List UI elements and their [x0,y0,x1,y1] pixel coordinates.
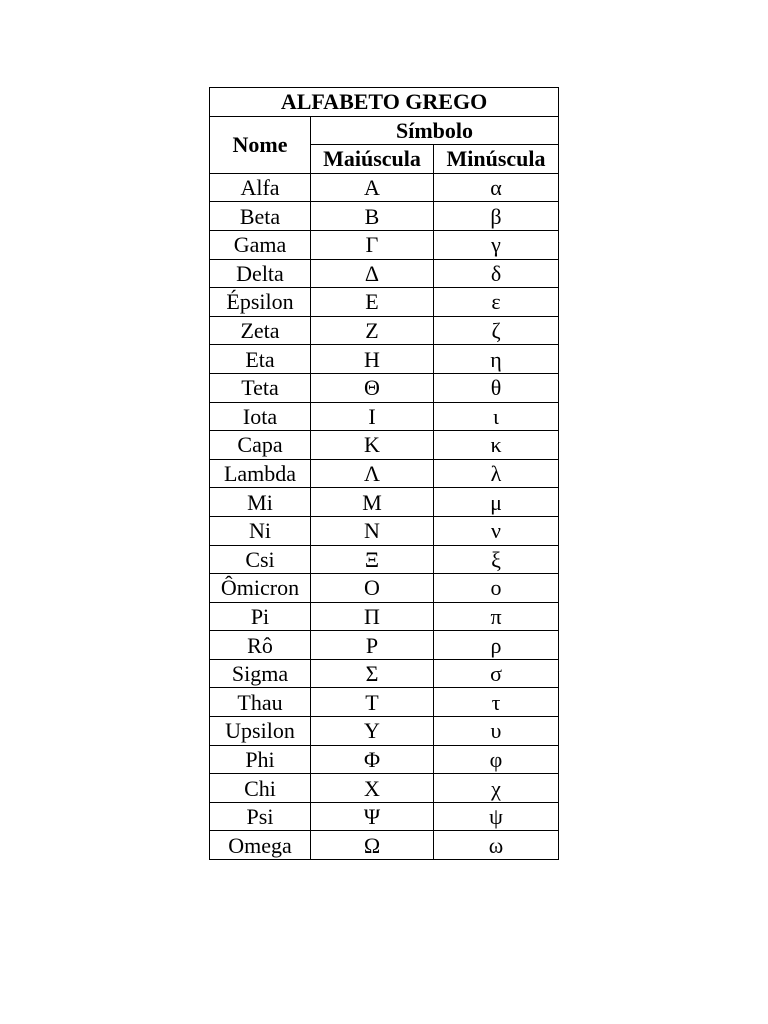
header-symbol: Símbolo [311,116,559,145]
table-row [210,688,559,717]
lowercase-symbol-cell: ο [434,574,559,603]
lowercase-symbol-cell: σ [434,659,559,688]
lowercase-symbol-cell: κ [434,431,559,460]
table-row [210,774,559,803]
letter-name-cell: Zeta [210,316,311,345]
title-row [210,88,559,117]
table-row [210,459,559,488]
lowercase-symbol-cell: λ [434,459,559,488]
letter-name-cell: Beta [210,202,311,231]
table-row [210,345,559,374]
uppercase-symbol-cell: Μ [311,488,434,517]
letter-name-cell: Ômicron [210,574,311,603]
uppercase-symbol-cell: Ι [311,402,434,431]
table-row [210,230,559,259]
uppercase-symbol-cell: Θ [311,373,434,402]
header-name: Nome [210,116,311,173]
uppercase-symbol-cell: Χ [311,774,434,803]
uppercase-symbol-cell: Ξ [311,545,434,574]
uppercase-symbol-cell: Κ [311,431,434,460]
table-row [210,259,559,288]
lowercase-symbol-cell: ρ [434,631,559,660]
table-row [210,545,559,574]
table-row [210,488,559,517]
header-lower: Minúscula [434,145,559,174]
lowercase-symbol-cell: β [434,202,559,231]
uppercase-symbol-cell: Σ [311,659,434,688]
lowercase-symbol-cell: ζ [434,316,559,345]
letter-name-cell: Épsilon [210,288,311,317]
letter-name-cell: Omega [210,831,311,860]
table-row [210,602,559,631]
letter-name-cell: Alfa [210,173,311,202]
uppercase-symbol-cell: Ε [311,288,434,317]
greek-alphabet-table [209,87,559,860]
lowercase-symbol-cell: α [434,173,559,202]
lowercase-symbol-cell: χ [434,774,559,803]
table-row [210,373,559,402]
letter-name-cell: Eta [210,345,311,374]
letter-name-cell: Ni [210,516,311,545]
lowercase-symbol-cell: ξ [434,545,559,574]
table-row [210,717,559,746]
table-row [210,659,559,688]
table-row [210,745,559,774]
lowercase-symbol-cell: ν [434,516,559,545]
lowercase-symbol-cell: δ [434,259,559,288]
lowercase-symbol-cell: ω [434,831,559,860]
table-row [210,631,559,660]
table-row [210,431,559,460]
lowercase-symbol-cell: ε [434,288,559,317]
letter-name-cell: Phi [210,745,311,774]
uppercase-symbol-cell: Ψ [311,802,434,831]
letter-name-cell: Pi [210,602,311,631]
table-row [210,574,559,603]
table-row [210,402,559,431]
letter-name-cell: Gama [210,230,311,259]
uppercase-symbol-cell: Β [311,202,434,231]
table-title: ALFABETO GREGO [210,88,559,117]
uppercase-symbol-cell: Ρ [311,631,434,660]
table-row [210,831,559,860]
letter-name-cell: Iota [210,402,311,431]
letter-name-cell: Thau [210,688,311,717]
lowercase-symbol-cell: η [434,345,559,374]
lowercase-symbol-cell: φ [434,745,559,774]
letter-name-cell: Lambda [210,459,311,488]
uppercase-symbol-cell: Υ [311,717,434,746]
lowercase-symbol-cell: γ [434,230,559,259]
letter-name-cell: Sigma [210,659,311,688]
lowercase-symbol-cell: υ [434,717,559,746]
letter-name-cell: Teta [210,373,311,402]
uppercase-symbol-cell: Τ [311,688,434,717]
letter-name-cell: Upsilon [210,717,311,746]
uppercase-symbol-cell: Ο [311,574,434,603]
table-row [210,173,559,202]
uppercase-symbol-cell: Λ [311,459,434,488]
uppercase-symbol-cell: Π [311,602,434,631]
uppercase-symbol-cell: Α [311,173,434,202]
table-row [210,288,559,317]
letter-name-cell: Delta [210,259,311,288]
table-row [210,316,559,345]
table-body [210,173,559,859]
uppercase-symbol-cell: Δ [311,259,434,288]
uppercase-symbol-cell: Ν [311,516,434,545]
header-upper: Maiúscula [311,145,434,174]
letter-name-cell: Rô [210,631,311,660]
lowercase-symbol-cell: π [434,602,559,631]
header-row-symbol [210,116,559,145]
uppercase-symbol-cell: Φ [311,745,434,774]
table-row [210,202,559,231]
uppercase-symbol-cell: Ζ [311,316,434,345]
lowercase-symbol-cell: μ [434,488,559,517]
table-row [210,802,559,831]
uppercase-symbol-cell: Η [311,345,434,374]
letter-name-cell: Chi [210,774,311,803]
uppercase-symbol-cell: Ω [311,831,434,860]
lowercase-symbol-cell: τ [434,688,559,717]
lowercase-symbol-cell: θ [434,373,559,402]
letter-name-cell: Mi [210,488,311,517]
table-row [210,516,559,545]
uppercase-symbol-cell: Γ [311,230,434,259]
letter-name-cell: Capa [210,431,311,460]
lowercase-symbol-cell: ψ [434,802,559,831]
lowercase-symbol-cell: ι [434,402,559,431]
letter-name-cell: Psi [210,802,311,831]
letter-name-cell: Csi [210,545,311,574]
